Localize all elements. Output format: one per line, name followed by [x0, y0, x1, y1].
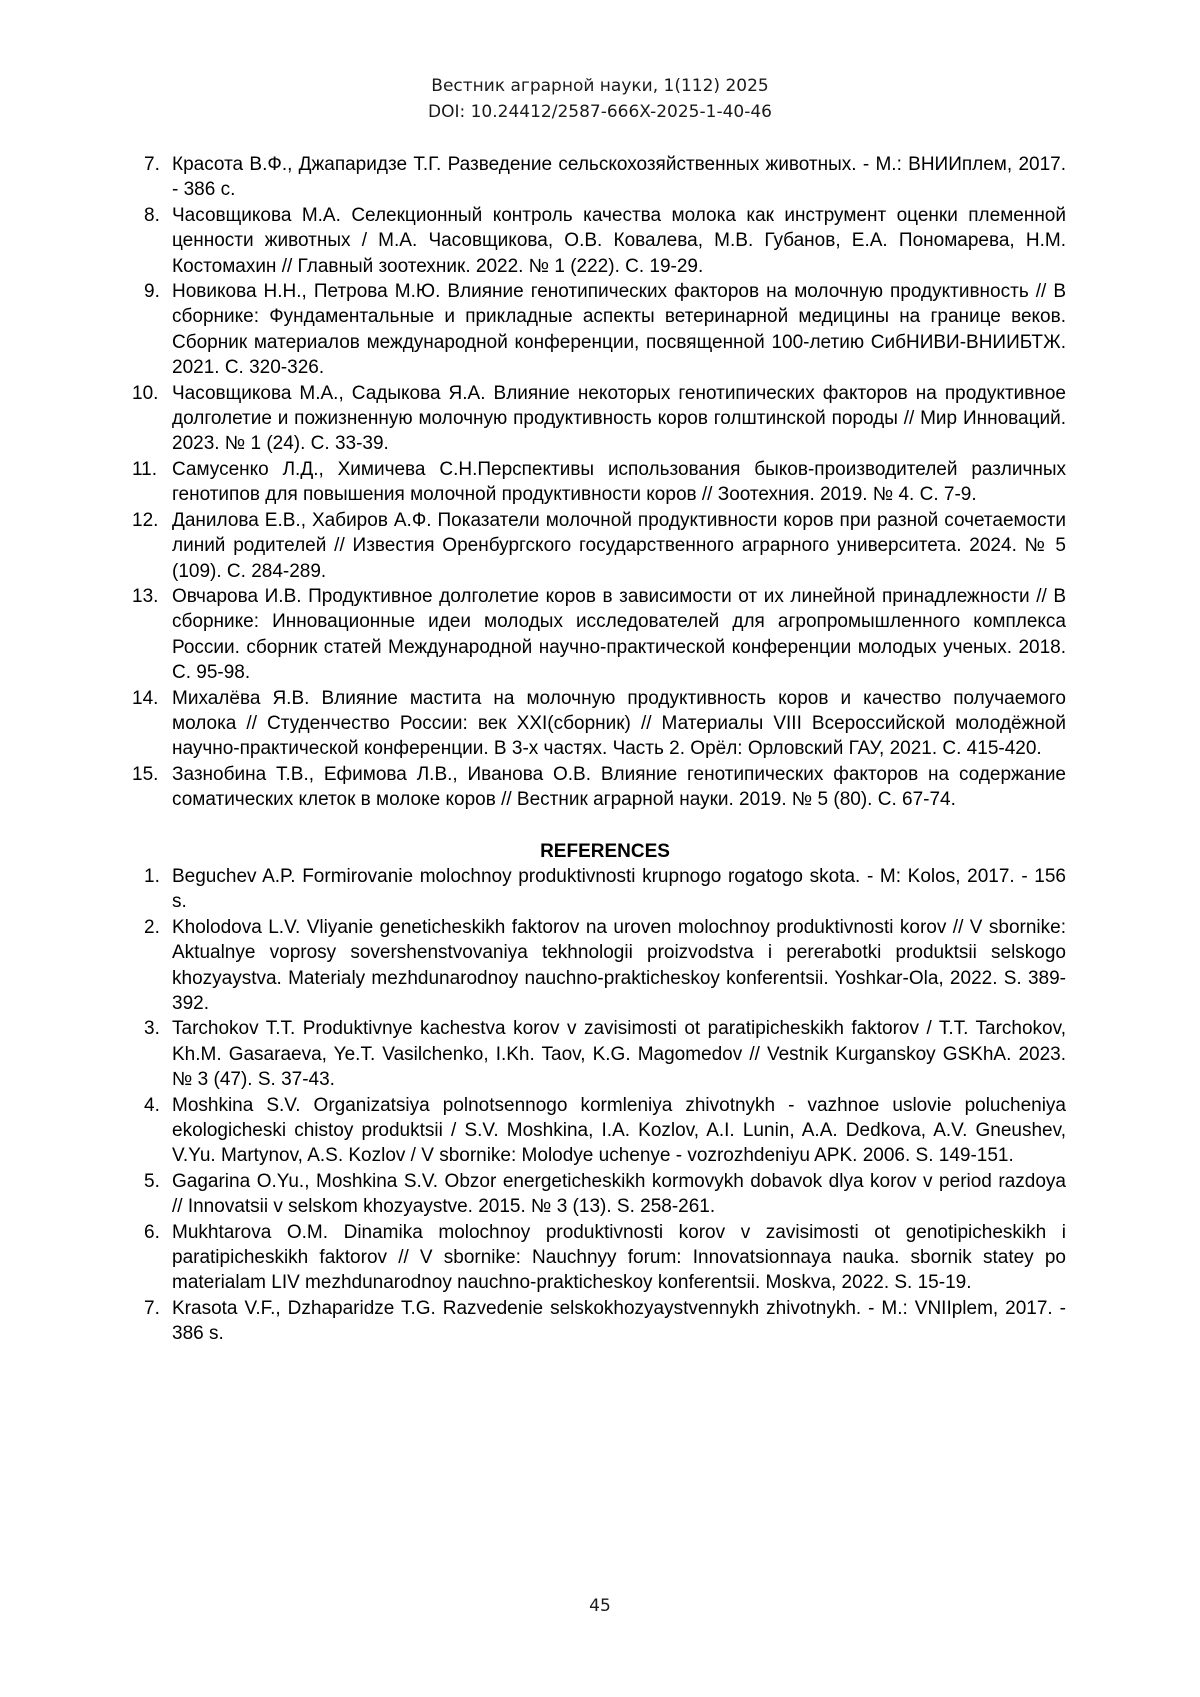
reference-text: Mukhtarova O.M. Dinamika molochnoy produktivnosti korov v zavisimosti ot genotipicheskikh i paratipicheskikh faktorov // V sbornike: Nauchnyy forum: Innovatsionnaya nauka. sbornik statey po materialam LIV mezhdunarodnoy nauchno-prakticheskoy konferentsii. Moskva, 2022. S. 15-19. — [172, 1221, 1066, 1294]
reference-text: Данилова Е.В., Хабиров А.Ф. Показатели молочной продуктивности коров при разной сочетаемости линий родителей // Известия Оренбургского государственного аграрного университета. 2024. № 5 (109). С. 284-289. — [172, 509, 1066, 582]
reference-number: 6. — [144, 1221, 160, 1243]
reference-number: 14. — [132, 687, 159, 709]
reference-text: Beguchev A.P. Formirovanie molochnoy produktivnosti krupnogo rogatogo skota. - M: Kolos, 2017. - 156 s. — [172, 865, 1066, 913]
journal-title: Вестник аграрной науки, 1(112) 2025 — [431, 76, 769, 96]
reference-item — [144, 1220, 1066, 1296]
reference-number: 13. — [132, 585, 159, 607]
reference-item — [132, 508, 1066, 584]
reference-text: Михалёва Я.В. Влияние мастита на молочную продуктивность коров и качество получаемого молока // Студенчество России: век XXI(сборник) // Материалы VIII Всероссийской молодёжной научно-практической конференции. В 3-х частях. Часть 2. Орёл: Орловский ГАУ, 2021. С. 415-420. — [172, 687, 1066, 760]
reference-text: Самусенко Л.Д., Химичева С.Н.Перспективы использования быков-производителей различных генотипов для повышения молочной продуктивности коров // Зоотехния. 2019. № 4. С. 7-9. — [172, 458, 1066, 506]
reference-number: 10. — [132, 382, 159, 404]
reference-content — [132, 152, 1066, 1347]
reference-item — [144, 1016, 1066, 1092]
reference-item — [132, 457, 1066, 508]
reference-number: 5. — [144, 1170, 160, 1192]
reference-number: 9. — [144, 281, 160, 303]
reference-number: 15. — [132, 763, 159, 785]
journal-doi: DOI: 10.24412/2587-666X-2025-1-40-46 — [428, 102, 772, 122]
reference-item — [144, 1296, 1066, 1347]
journal-header — [0, 73, 1200, 125]
reference-text: Новикова Н.Н., Петрова М.Ю. Влияние генотипических факторов на молочную продуктивность // В сборнике: Фундаментальные и прикладные аспекты ветеринарной медицины на границе веков. Сборник материалов международной конференции, посвященной 100-летию СибНИВИ-ВНИИБТЖ. 2021. С. 320-326. — [172, 281, 1066, 379]
reference-text: Зазнобина Т.В., Ефимова Л.В., Иванова О.В. Влияние генотипических факторов на содержание соматических клеток в молоке коров // Вестник аграрной науки. 2019. № 5 (80). С. 67-74. — [172, 763, 1066, 811]
reference-item — [132, 584, 1066, 686]
reference-number: 11. — [132, 458, 158, 480]
reference-text: Часовщикова М.А. Селекционный контроль качества молока как инструмент оценки племенной ценности животных / М.А. Часовщикова, О.В. Ковалева, М.В. Губанов, Е.А. Пономарева, Н.М. Костомахин // Главный зоотехник. 2022. № 1 (222). С. 19-29. — [172, 204, 1066, 277]
reference-item — [144, 864, 1066, 915]
reference-item — [132, 686, 1066, 762]
english-reference-list — [144, 864, 1066, 1347]
reference-text: Красота В.Ф., Джапаридзе Т.Г. Разведение сельскохозяйственных животных. - М.: ВНИИплем, 2017. - 386 с. — [172, 154, 1066, 201]
page-number: 45 — [589, 1596, 611, 1616]
reference-item — [144, 1169, 1066, 1220]
reference-number: 4. — [144, 1094, 160, 1116]
reference-item — [132, 762, 1066, 813]
reference-text: Gagarina O.Yu., Moshkina S.V. Obzor energeticheskikh kormovykh dobavok dlya korov v period razdoya // Innovatsii v selskom khozyaystve. 2015. № 3 (13). S. 258-261. — [172, 1170, 1066, 1218]
reference-item — [132, 381, 1066, 457]
reference-number: 1. — [144, 865, 160, 887]
reference-number: 12. — [132, 509, 159, 531]
reference-text: Moshkina S.V. Organizatsiya polnotsennogo kormleniya zhivotnykh - vazhnoe uslovie polucheniya ekologicheski chistoy produktsii / S.V. Moshkina, I.A. Kozlov, A.I. Lunin, A.A. Dedkova, A.V. Gneushev, V.Yu. Martynov, A.S. Kozlov / V sbornike: Molodye uchenye - vozrozhdeniyu APK. 2006. S. 149-151. — [172, 1094, 1066, 1167]
reference-item — [144, 203, 1066, 279]
reference-number: 8. — [144, 204, 160, 226]
references-heading: REFERENCES — [540, 840, 670, 862]
reference-text: Овчарова И.В. Продуктивное долголетие коров в зависимости от их линейной принадлежности // В сборнике: Инновационные идеи молодых исследователей для агропромышленного комплекса России. сборник статей Международной научно-практической конференции молодых ученых. 2018. С. 95-98. — [172, 585, 1066, 684]
russian-reference-list — [132, 152, 1066, 813]
reference-text: Часовщикова М.А., Садыкова Я.А. Влияние некоторых генотипических факторов на продуктивное долголетие и пожизненную молочную продуктивность коров голштинской породы // Мир Инноваций. 2023. № 1 (24). С. 33-39. — [172, 382, 1066, 455]
reference-item — [144, 152, 1066, 203]
reference-text: Tarchokov T.T. Produktivnye kachestva korov v zavisimosti ot paratipicheskikh faktorov / T.T. Tarchokov, Kh.M. Gasaraeva, Ye.T. Vasilchenko, I.Kh. Taov, K.G. Magomedov // Vestnik Kurganskoy GSKhA. 2023. № 3 (47). S. 37-43. — [172, 1018, 1066, 1091]
reference-number: 7. — [144, 1297, 160, 1319]
reference-number: 7. — [144, 154, 160, 175]
reference-item — [144, 279, 1066, 381]
reference-number: 3. — [144, 1018, 160, 1040]
reference-text: Krasota V.F., Dzhaparidze T.G. Razvedenie selskokhozyaystvennykh zhivotnykh. - M.: VNIIplem, 2017. - 386 s. — [172, 1297, 1066, 1345]
reference-item — [144, 1093, 1066, 1169]
reference-text: Kholodova L.V. Vliyanie geneticheskikh faktorov na uroven molochnoy produktivnosti korov // V sbornike: Aktualnye voprosy sovershenstvovaniya tekhnologii proizvodstva i pererabotki produktsii selskogo khozyaystva. Materialy mezhdunarodnoy nauchno-prakticheskoy konferentsii. Yoshkar-Ola, 2022. S. 389-392. — [172, 916, 1066, 1014]
reference-item — [144, 915, 1066, 1017]
reference-number: 2. — [144, 916, 160, 938]
